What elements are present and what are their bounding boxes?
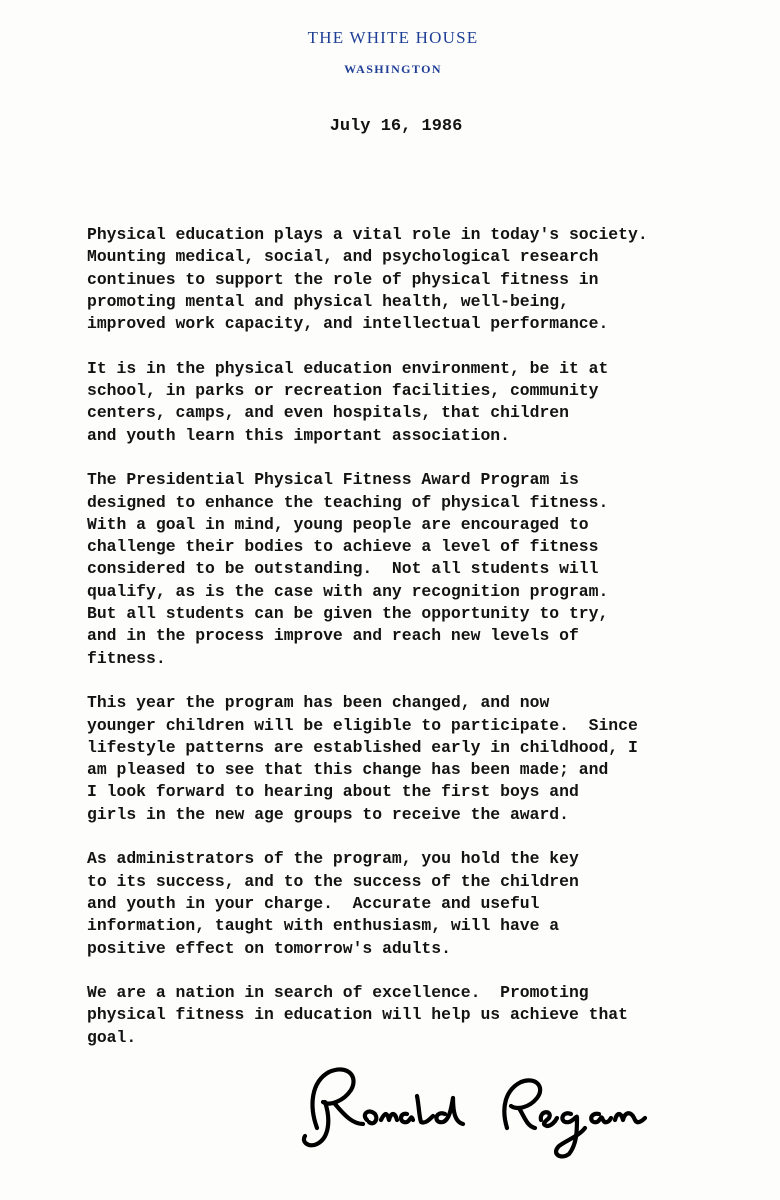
letter-body	[87, 224, 767, 1071]
paragraph-1: Physical education plays a vital role in today's society. Mounting medical, social, and psychological research continues to support the role of physical fitness in promoting mental and physical health, well-being, improved work capacity, and intellectual performance.	[87, 225, 648, 334]
handwritten-signature	[295, 1058, 675, 1168]
paragraph-3: The Presidential Physical Fitness Award Program is designed to enhance the teaching of physical fitness. With a goal in mind, young people are encouraged to challenge their bodies to achieve a level of fitness considered to be outstanding. Not all students will qualify, as is the case with any recognition program. But all students can be given the opportunity to try, and in the process improve and reach new levels of fitness.	[87, 470, 609, 668]
letter-date: July 16, 1986	[329, 117, 463, 136]
paragraph-6: We are a nation in search of excellence. Promoting physical fitness in education will help us achieve that goal.	[87, 983, 628, 1047]
paragraph-4: This year the program has been changed, and now younger children will be eligible to participate. Since lifestyle patterns are established early in childhood, I am pleased to see that this change has been made; and I look forward to hearing about the first boys and girls in the new age groups to receive the award.	[87, 693, 638, 824]
letterhead	[0, 28, 780, 77]
letterhead-title: THE WHITE HOUSE	[307, 28, 479, 47]
paragraph-2: It is in the physical education environment, be it at school, in parks or recreation facilities, community centers, camps, and even hospitals, that children and youth learn this important association.	[87, 358, 609, 445]
letterhead-city: WASHINGTON	[344, 62, 442, 76]
paragraph-5: As administrators of the program, you hold the key to its success, and to the success of the children and youth in your charge. Accurate and useful information, taught with enthusiasm, will have a positive effect on tomorrow's adults.	[87, 849, 579, 958]
